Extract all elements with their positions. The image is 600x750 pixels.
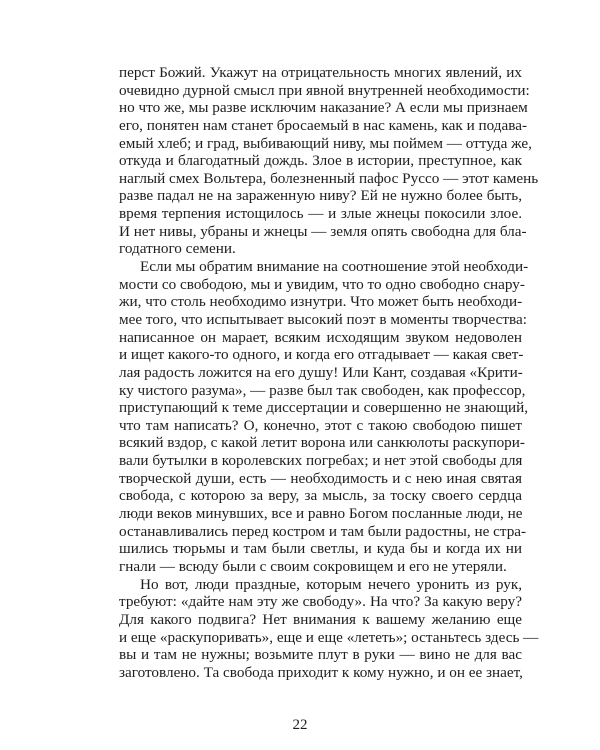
text-line: требуют: «дайте нам эту же свободу». На что? За какую веру? (119, 593, 522, 611)
text-line: всякий вздор, с какой летит ворона или санкюлоты раскупори- (119, 434, 525, 452)
text-line: приступающий к теме диссертации и совершенно не знающий, (119, 399, 529, 417)
text-line: годатного семени. (119, 240, 236, 258)
text-line: свобода, с которою за веру, за мысль, за тоску своего сердца (119, 487, 522, 505)
text-line: разве падал не на зараженную ниву? Ей не нужно более быть, (119, 187, 522, 205)
text-line: мее того, что испытывает высокий поэт в моменты творчества: (119, 310, 527, 328)
text-line: но что же, мы разве исключим наказание? А если мы признаем (119, 99, 528, 117)
text-line: лая радость ложится на его душу! Или Кант, создавая «Крити- (119, 363, 523, 381)
text-line: Но вот, люди праздные, которым нечего уронить из рук, (140, 575, 522, 593)
paragraph (119, 575, 539, 682)
text-line: мости со свободою, мы и увидим, что то одно свободно снару- (119, 275, 525, 293)
text-line: гнали — всюду были с своим сокровищем и его не утеряли. (119, 557, 507, 575)
page-number: 22 (292, 717, 308, 733)
text-line: вы и там не нужны; возьмите плут в руки — вино не для вас (119, 646, 522, 664)
text-line: Для какого подвига? Нет внимания к вашему желанию еще (119, 610, 522, 628)
text-line: и ищет какого-то одного, и когда его отгадывает — какая свет- (119, 346, 524, 364)
text-line: шились тюрьмы и там были светлы, и куда бы и когда их ни (119, 540, 522, 558)
text-line: что там написать? О, конечно, этот с такою свободою пишет (119, 416, 522, 434)
text-line: откуда и благодатный дождь. Злое в истории, преступное, как (119, 152, 522, 170)
text-line: заготовлено. Та свобода приходит к кому нужно, и он ее знает, (119, 663, 523, 681)
text-line: время терпения истощилось — и злые жнецы покосили злое. (119, 205, 522, 223)
text-line: останавливались перед костром и там были радостны, не стра- (119, 522, 527, 540)
paragraph (119, 258, 529, 576)
text-line: и еще «раскупоривать», еще и еще «лететь»; останьтесь здесь — (119, 628, 539, 646)
text-line: наглый смех Вольтера, болезненный пафос Руссо — этот камень (119, 169, 539, 187)
text-line: И нет нивы, убраны и жнецы — земля опять свободна для бла- (119, 222, 527, 240)
text-line: люди веков минувших, все и равно Богом посланные люди, не (119, 505, 523, 523)
text-line: Если мы обратим внимание на соотношение этой необходи- (140, 258, 529, 276)
text-line: вали бутылки в королевских погребах; и нет этой свободы для (119, 452, 523, 470)
text-line: его, понятен нам станет бросаемый в нас камень, как и подава- (119, 116, 528, 134)
text-line: написанное он марает, всяким исходящим звуком недоволен (119, 328, 522, 346)
text-line: жи, что столь необходимо изнутри. Что может быть необходи- (119, 293, 523, 311)
page-body-text (119, 64, 539, 681)
text-line: ку чистого разума», — разве был так свободен, как профессор, (119, 381, 526, 399)
text-line: перст Божий. Укажут на отрицательность многих явлений, их (119, 64, 522, 81)
paragraph (119, 64, 539, 258)
text-line: творческой души, есть — необходимость и с нею иная святая (119, 469, 522, 487)
text-line: емый хлеб; и град, выбивающий ниву, мы поймем — оттуда же, (119, 134, 532, 152)
text-line: очевидно дурной смысл при явной внутренней необходимости: (119, 81, 530, 99)
